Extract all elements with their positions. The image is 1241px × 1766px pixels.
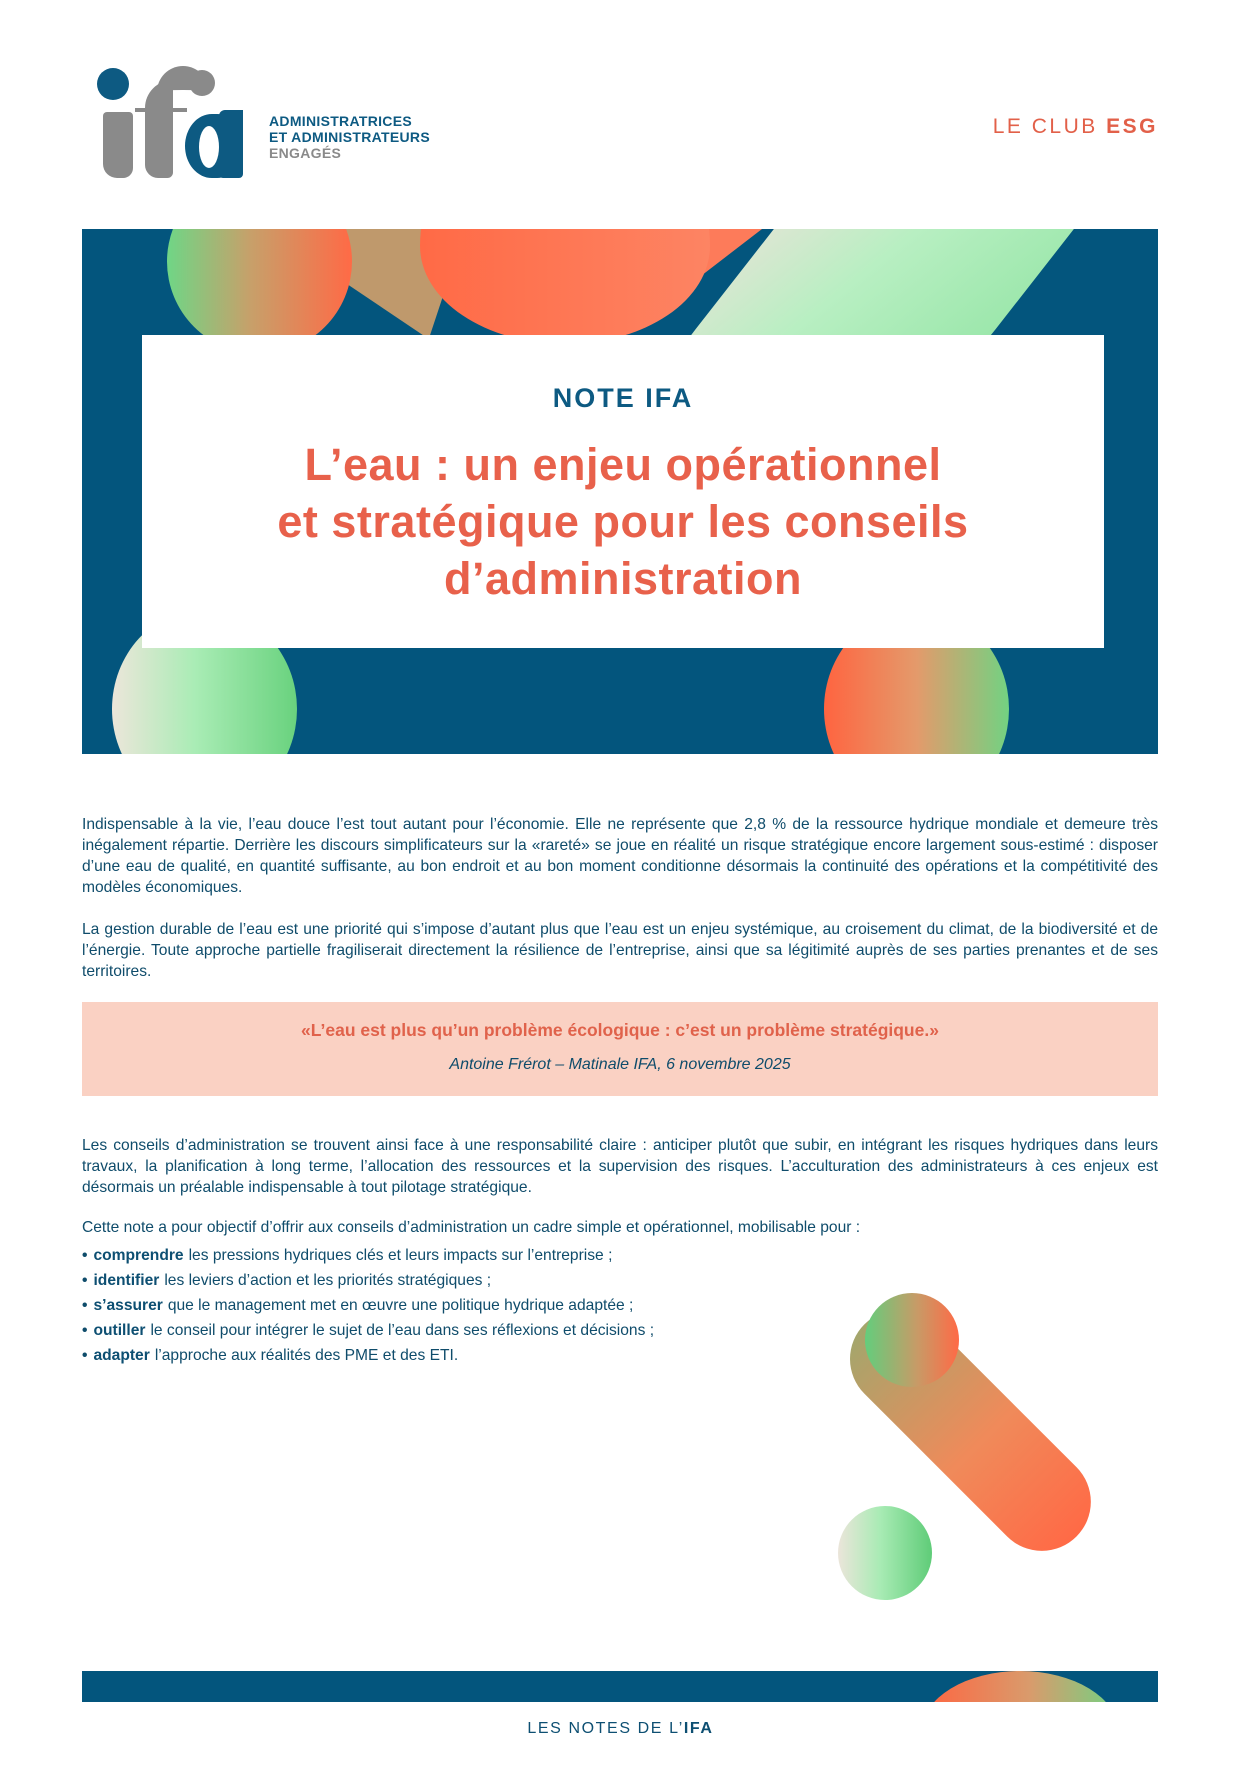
- tagline-line-3: ENGAGÉS: [269, 145, 342, 161]
- hero-banner: [82, 229, 1158, 754]
- bullet-icon: •: [82, 1272, 88, 1289]
- logo-f-stem: [145, 80, 173, 178]
- club-name: ESG: [1106, 115, 1158, 138]
- page-title: [142, 436, 1104, 607]
- bullet-text: que le management met en œuvre une politique hydrique adaptée ;: [167, 1297, 634, 1314]
- decorative-circle-green-orange: [865, 1293, 959, 1387]
- footer-bar: [82, 1671, 1158, 1702]
- title-line-1: L’eau : un enjeu opérationnel: [304, 439, 942, 490]
- quote-text: «L’eau est plus qu’un problème écologique : c’est un problème stratégique.»: [301, 1020, 939, 1040]
- bullet-icon: •: [82, 1247, 88, 1264]
- bullet-verb: s’assurer: [93, 1297, 163, 1314]
- list-item: [82, 1318, 842, 1343]
- decorative-arc: [922, 1671, 1118, 1702]
- bullet-text: les leviers d’action et les priorités stratégiques ;: [164, 1272, 492, 1289]
- intro-paragraph: Indispensable à la vie, l’eau douce l’est tout autant pour l’économie. Elle ne représente que 2,8 % de la ressource hydrique mondiale et demeure très inégalement répartie. Derrière les discours simplificateurs sur la «rareté» se joue en réalité un risque stratégique encore largement sous-estimé : disposer d’une eau de qualité, en quantité suffisante, au bon endroit et au bon moment conditionne désormais la continuité des opérations et la compétitivité des modèles économiques.: [82, 816, 1158, 896]
- bullet-text: l’approche aux réalités des PME et des ETI.: [154, 1347, 459, 1364]
- note-kicker: NOTE IFA: [552, 383, 694, 413]
- ifa-logo: [95, 60, 265, 180]
- responsibility-paragraph: Les conseils d’administration se trouvent ainsi face à une responsabilité claire : anticiper plutôt que subir, en intégrant les risques hydriques dans leurs travaux, la planification à long terme, l’allocation des ressources et la supervision des risques. L’acculturation des administrateurs à ces enjeux est désormais un préalable indispensable à tout pilotage stratégique.: [82, 1137, 1158, 1196]
- footer-label-bold: IFA: [683, 1720, 714, 1737]
- bullet-verb: identifier: [93, 1272, 160, 1289]
- club-prefix: LE CLUB: [992, 115, 1098, 138]
- footer-label-prefix: LES NOTES DE L’: [527, 1720, 684, 1737]
- bullet-verb: adapter: [93, 1347, 150, 1364]
- list-item: [82, 1293, 842, 1318]
- bullet-verb: outiller: [93, 1322, 146, 1339]
- tagline-line-1: ADMINISTRATRICES: [269, 113, 412, 129]
- title-line-3: d’administration: [443, 553, 803, 604]
- logo-i-stem: [103, 112, 133, 178]
- logo-f-crossbar: [135, 108, 187, 112]
- footer-label: [0, 1720, 1241, 1738]
- systemic-paragraph: La gestion durable de l’eau est une priorité qui s’impose d’autant plus que l’eau est un enjeu systémique, au croisement du climat, de la biodiversité et de l’énergie. Toute approche partielle fragiliserait directement la résilience de l’entreprise, ainsi que sa légitimité auprès de ses parties prenantes et de ses territoires.: [82, 921, 1158, 980]
- objective-paragraph: Cette note a pour objectif d’offrir aux conseils d’administration un cadre simple et opérationnel, mobilisable pour :: [82, 1219, 861, 1236]
- list-item: [82, 1268, 842, 1293]
- tagline-line-2: ET ADMINISTRATEURS: [269, 129, 430, 145]
- logo-i-dot: [97, 68, 129, 100]
- decorative-circle-mint: [838, 1506, 932, 1600]
- list-item: [82, 1343, 842, 1368]
- bullet-verb: comprendre: [93, 1247, 184, 1264]
- quote-attribution: Antoine Frérot – Matinale IFA, 6 novembre 2025: [449, 1056, 791, 1073]
- bullet-text: les pressions hydriques clés et leurs impacts sur l’entreprise ;: [188, 1247, 613, 1264]
- logo-tagline: [269, 113, 430, 161]
- logo-a-stem: [219, 110, 243, 178]
- bullet-text: le conseil pour intégrer le sujet de l’eau dans ses réflexions et décisions ;: [150, 1322, 655, 1339]
- pull-quote: [82, 1002, 1158, 1096]
- bullet-icon: •: [82, 1297, 88, 1314]
- club-esg-label: [993, 115, 1158, 139]
- title-line-2: et stratégique pour les conseils: [277, 496, 969, 547]
- bullet-icon: •: [82, 1347, 88, 1364]
- logo-f-terminal: [189, 70, 215, 96]
- list-item: [82, 1243, 842, 1268]
- logo-a-counter: [199, 126, 219, 168]
- hero-title-card: [142, 335, 1104, 648]
- bullet-icon: •: [82, 1322, 88, 1339]
- objectives-list: [82, 1243, 842, 1368]
